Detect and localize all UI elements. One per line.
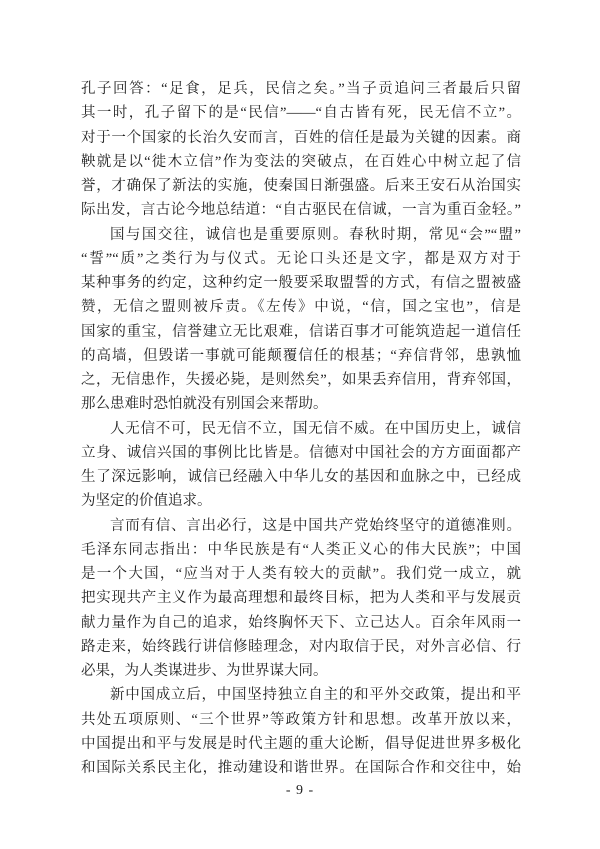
text-line: 其一时，孔子留下的是“民信”——“自古皆有死，民无信不立”。 [81, 105, 521, 122]
text-line: 际出发，言古论今地总结道：“自古驱民在信诚，一言为重百金轻。” [81, 202, 521, 219]
text-line: 那么患难时恐怕就没有别国会来帮助。 [81, 396, 328, 413]
text-line: 共处五项原则、“三个世界”等政策方针和思想。改革开放以来， [81, 711, 521, 728]
text-line: 新中国成立后，中国坚持独立自主的和平外交政策，提出和平 [110, 687, 521, 704]
text-line: 和国际关系民主化，推动建设和谐世界。在国际合作和交往中，始 [81, 760, 521, 776]
text-line: “誓”“质”之类行为与仪式。无论口头还是文字，都是双方对于 [81, 250, 521, 267]
text-line: 是一个大国，“应当对于人类有较大的贡献”。我们党一成立，就 [81, 566, 521, 582]
body-text [81, 77, 521, 780]
text-line: 之，无信患作，失援必毙，是则然矣”，如果丢弃信用，背弃邻国， [81, 372, 521, 388]
text-line: 把实现共产主义作为最高理想和最终目标，把为人类和平与发展贡 [81, 590, 521, 607]
text-line: 国与国交往，诚信也是重要原则。春秋时期，常见“会”“盟” [110, 226, 521, 243]
text-line: 言而有信、言出必行，这是中国共产党始终坚守的道德准则。 [110, 517, 521, 534]
text-line: 必果，为人类谋进步、为世界谋大同。 [81, 663, 328, 679]
text-line: 对于一个国家的长治久安而言，百姓的信任是最为关键的因素。商 [81, 129, 521, 146]
text-line: 路走来，始终践行讲信修睦理念，对内取信于民，对外言必信、行 [81, 638, 521, 655]
text-line: 某种事务的约定，这种约定一般要采取盟誓的方式，有信之盟被盛 [81, 275, 521, 291]
text-line: 誉，才确保了新法的实施，使秦国日渐强盛。后来王安石从治国实 [81, 178, 521, 194]
text-line: 的高墙，但毁诺一事就可能颠覆信任的根基；“弃信背邻，患孰恤 [81, 347, 521, 364]
text-line: 赞，无信之盟则被斥责。《左传》中说，“信，国之宝也”，信是 [81, 299, 521, 316]
text-line: 国家的重宝，信誉建立无比艰难，信诺百事才可能筑造起一道信任 [81, 323, 521, 340]
text-line: 中国提出和平与发展是时代主题的重大论断，倡导促进世界多极化 [81, 735, 521, 752]
text-line: 鞅就是以“徙木立信”作为变法的突破点，在百姓心中树立起了信 [81, 153, 521, 170]
text-line: 立身、诚信兴国的事例比比皆是。信德对中国社会的方方面面都产 [81, 444, 521, 461]
text-line: 孔子回答：“足食，足兵，民信之矣。”当子贡追问三者最后只留 [81, 81, 521, 97]
text-line: 为坚定的价值追求。 [81, 493, 212, 510]
page-number: - 9 - [285, 783, 315, 798]
text-line: 生了深远影响，诚信已经融入中华儿女的基因和血脉之中，已经成 [81, 469, 521, 485]
text-line: 人无信不可，民无信不立，国无信不威。在中国历史上，诚信 [110, 420, 521, 437]
text-line: 毛泽东同志指出：中华民族是有“人类正义心的伟大民族”；中国 [81, 541, 521, 558]
text-line: 献力量作为自己的追求，始终胸怀天下、立己达人。百余年风雨一 [81, 614, 521, 631]
